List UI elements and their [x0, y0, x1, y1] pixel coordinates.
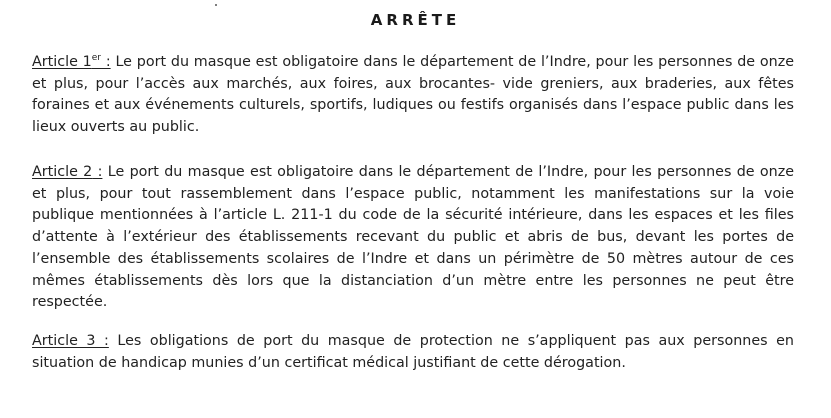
article-3 [32, 331, 794, 374]
article-2-label [32, 164, 102, 180]
article-1-label-end: : [101, 54, 111, 70]
article-1-label-main: Article 1 [32, 54, 92, 70]
article-2-label-end: : [92, 164, 103, 180]
article-3-text: Les obligations de port du masque de protection ne s’appliquent pas aux personnes en situation de handicap munies d’un certificat médical justifiant de cette dérogation. [32, 333, 794, 371]
article-3-label-main: Article 3 [32, 333, 96, 349]
article-1-label [32, 54, 111, 70]
article-1-text: Le port du masque est obligatoire dans le département de l’Indre, pour les personnes de onze et plus, pour l’accès aux marchés, aux foires, aux brocantes- vide greniers, aux braderies, aux fêtes foraines et aux événements culturels, sportifs, ludiques ou festifs organisés dans l’espace public dans les lieux ouverts au public. [32, 54, 794, 136]
article-1-label-sup: er [91, 53, 102, 63]
article-2-text: Le port du masque est obligatoire dans le département de l’Indre, pour les personnes de onze et plus, pour tout rassemblement dans l’espace public, notamment les manifestations sur la voie publique mentionnées à l’article L. 211-1 du code de la sécurité intérieure, dans les espaces et les files d’attente à l’extérieur des établissements recevant du public et abris de bus, devant les portes de l’ensemble des établissements scolaires de l’Indre et dans un périmètre de 50 mètres autour de ces mêmes établissements dès lors que la distanciation d’un mètre entre les personnes ne peut être respectée. [32, 164, 795, 311]
scan-speck [215, 4, 217, 6]
article-2-label-main: Article 2 [32, 164, 93, 180]
article-3-label-end: : [95, 333, 109, 349]
article-3-label [32, 333, 109, 349]
document-title: ARRÊTE [370, 11, 461, 29]
article-1 [32, 52, 794, 139]
article-2 [32, 162, 794, 314]
